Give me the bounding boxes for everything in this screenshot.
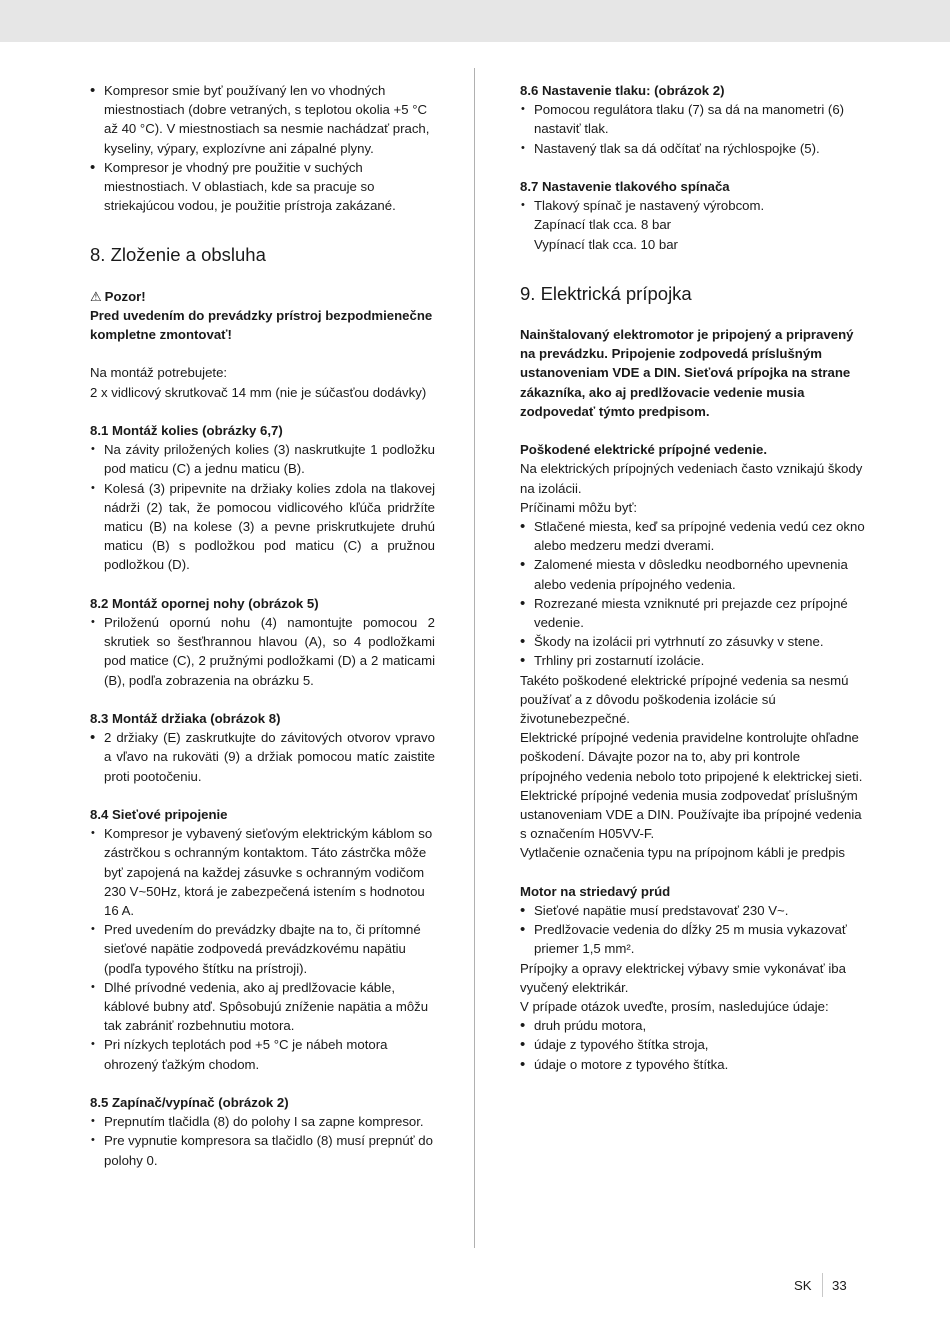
list-item: • Na závity priložených kolies (3) naskrutkujte 1 podložku pod maticu (C) a jednu maticu (B). [90, 440, 435, 478]
list-item: • Kompresor je vybavený sieťovým elektrickým káblom so zástrčkou s ochranným kontaktom. Táto zástrčka môže byť zapojená na každej zásuvke s ochranným vodičom 230 V~50Hz, ktorá je zabezpečená istením s hodnotou 16 A. [90, 824, 435, 920]
list-item: • Nastavený tlak sa dá odčítať na rýchlospojke (5). [520, 139, 865, 158]
warning-heading [90, 287, 435, 306]
damaged-p4: Elektrické prípojné vedenia pravidelne kontrolujte ohľadne poškodení. Dávajte pozor na to, aby pri kontrole prípojného vedenia nebolo toto pripojené k elektrickej sieti. [520, 730, 863, 784]
section-8-4-title: 8.4 Sieťové pripojenie [90, 807, 228, 823]
list-item: • Prepnutím tlačidla (8) do polohy I sa zapne kompresor. [90, 1112, 435, 1131]
warning-icon: ⚠ [90, 288, 102, 304]
intro-list [90, 81, 435, 215]
pressure-switch-note: Tlakový spínač je nastavený výrobcom. [534, 198, 765, 214]
list-item [520, 196, 865, 254]
damaged-p2: Príčinami môžu byť: [520, 499, 638, 515]
list-item: • Sieťové napätie musí predstavovať 230 V~. [520, 901, 865, 920]
motor-details-list [520, 1016, 865, 1074]
section-8-title: 8. Zloženie a obsluha [90, 244, 266, 266]
list-item: • Predlžovacie vedenia do dĺžky 25 m musia vykazovať priemer 1,5 mm². [520, 920, 865, 958]
ac-motor-list [520, 901, 865, 959]
section-8-3-title: 8.3 Montáž držiaka (obrázok 8) [90, 711, 281, 727]
section-8-5-title: 8.5 Zapínač/vypínač (obrázok 2) [90, 1095, 289, 1111]
section-8-1-list [90, 440, 435, 574]
section-8-2-title: 8.2 Montáž opornej nohy (obrázok 5) [90, 595, 319, 611]
list-item: • Pred uvedením do prevádzky dbajte na to, či prítomné sieťové napätie zodpovedá prevádzkovému napätiu (podľa typového štítku na prístroji). [90, 920, 435, 978]
switch-off-pressure: Vypínací tlak cca. 10 bar [534, 236, 678, 252]
footer-language: SK [794, 1278, 812, 1293]
page-number: 33 [832, 1278, 847, 1293]
list-item: • Rozrezané miesta vzniknuté pri prejazde cez prípojné vedenie. [520, 594, 865, 632]
ac-motor-title: Motor na striedavý prúd [520, 883, 671, 899]
warning-text: Pred uvedením do prevádzky prístroj bezpodmienečne kompletne zmontovať! [90, 307, 433, 343]
list-item: • Škody na izolácii pri vytrhnutí zo zásuvky v stene. [520, 632, 865, 651]
damaged-p1: Na elektrických prípojných vedeniach často vznikajú škody na izolácii. [520, 461, 863, 496]
motor-p1: Prípojky a opravy elektrickej výbavy smie vykonávať iba vyučený elektrikár. [520, 960, 846, 995]
right-column [520, 81, 865, 1074]
list-item: • Pri nízkych teplotách pod +5 °C je nábeh motora ohrozený ťažkým chodom. [90, 1035, 435, 1073]
list-item: • druh prúdu motora, [520, 1016, 865, 1035]
list-item: • Pre vypnutie kompresora sa tlačidlo (8) musí prepnúť do polohy 0. [90, 1131, 435, 1169]
tools-text: 2 x vidlicový skrutkovač 14 mm (nie je súčasťou dodávky) [90, 384, 427, 400]
section-8-5-list [90, 1112, 435, 1170]
section-8-6-list [520, 100, 865, 158]
section-8-4-list [90, 824, 435, 1074]
list-item: • údaje o motore z typového štítka. [520, 1055, 865, 1074]
list-item: • Pomocou regulátora tlaku (7) sa dá na manometri (6) nastaviť tlak. [520, 100, 865, 138]
list-item: • Kompresor je vhodný pre použitie v suchých miestnostiach. V oblastiach, kde sa pracuje so striekajúcou vodou, je použitie prístroja zakázané. [90, 158, 435, 216]
section-9-title: 9. Elektrická prípojka [520, 282, 692, 304]
left-column [90, 81, 435, 1170]
section-9-intro: Nainštalovaný elektromotor je pripojený a pripravený na prevádzku. Pripojenie zodpovedá príslušným ustanoveniam VDE a DIN. Sieťová prípojka na strane zákazníka, ako aj predlžovacie vedenie musia zodpovedať týmto predpisom. [520, 327, 854, 419]
section-8-2-list [90, 613, 435, 690]
column-divider [474, 68, 475, 1248]
damaged-p3: Takéto poškodené elektrické prípojné vedenia sa nesmú používať a z dôvodu poškodenia izolácie sú životunebezpečné. [520, 672, 849, 727]
warning-label: Pozor! [104, 288, 146, 304]
list-item: • Kompresor smie byť používaný len vo vhodných miestnostiach (dobre vetraných, s teplotou okolia +5 °C až 40 °C). V miestnostiach sa nesmie nachádzať prach, kyseliny, výpary, explozívne ani zápalné plyny. [90, 81, 435, 158]
list-item: • Priloženú opornú nohu (4) namontujte pomocou 2 skrutiek so šesťhrannou hlavou (A), so 4 podložkami pod matice (C), 2 pružnými podložkami (D) a 2 maticami (B), podľa zobrazenia na obrázku 5. [90, 613, 435, 690]
damaged-p6: Vytlačenie označenia typu na prípojnom kábli je predpis [520, 845, 845, 861]
list-item: • údaje z typového štítka stroja, [520, 1035, 865, 1054]
list-item: • Dlhé prívodné vedenia, ako aj predlžovacie káble, káblové bubny atď. Spôsobujú zníženie napätia a môžu tak zabrániť rozbehnutiu motora. [90, 978, 435, 1036]
top-header-bar [0, 0, 950, 42]
tools-label: Na montáž potrebujete: [90, 365, 228, 381]
footer-separator [822, 1273, 823, 1297]
switch-on-pressure: Zapínací tlak cca. 8 bar [534, 217, 672, 233]
list-item: • 2 držiaky (E) zaskrutkujte do závitových otvorov vpravo a vľavo na rukoväti (9) a držiak pomocou matíc zaistite proti pootočeniu. [90, 728, 435, 786]
section-8-7-title: 8.7 Nastavenie tlakového spínača [520, 179, 730, 194]
section-8-3-list [90, 728, 435, 786]
list-item: • Trhliny pri zostarnutí izolácie. [520, 651, 865, 670]
list-item: • Zalomené miesta v dôsledku neodborného upevnenia alebo vedenia prípojného vedenia. [520, 555, 865, 593]
list-item: • Kolesá (3) pripevnite na držiaky kolies zdola na tlakovej nádrži (2) tak, že pomocou vidlicového kľúča pridržíte maticu (B) na kolese (3) a pevne priskrutkujete druhú maticu (B) s podložkou pod maticu (C) a pružnou podložkou (D). [90, 479, 435, 575]
damaged-p5: Elektrické prípojné vedenia musia zodpovedať príslušným ustanoveniam VDE a DIN. Používajte iba prípojné vedenia s označením H05VV-F. [520, 787, 862, 842]
section-8-6-title: 8.6 Nastavenie tlaku: (obrázok 2) [520, 83, 725, 98]
motor-p2: V prípade otázok uveďte, prosím, nasledujúce údaje: [520, 999, 829, 1015]
damage-causes-list [520, 517, 865, 671]
damaged-cable-title: Poškodené elektrické prípojné vedenie. [520, 442, 767, 458]
section-8-1-title: 8.1 Montáž kolies (obrázky 6,7) [90, 423, 283, 438]
section-8-7-list [520, 196, 865, 254]
list-item: • Stlačené miesta, keď sa prípojné vedenia vedú cez okno alebo medzeru medzi dverami. [520, 517, 865, 555]
